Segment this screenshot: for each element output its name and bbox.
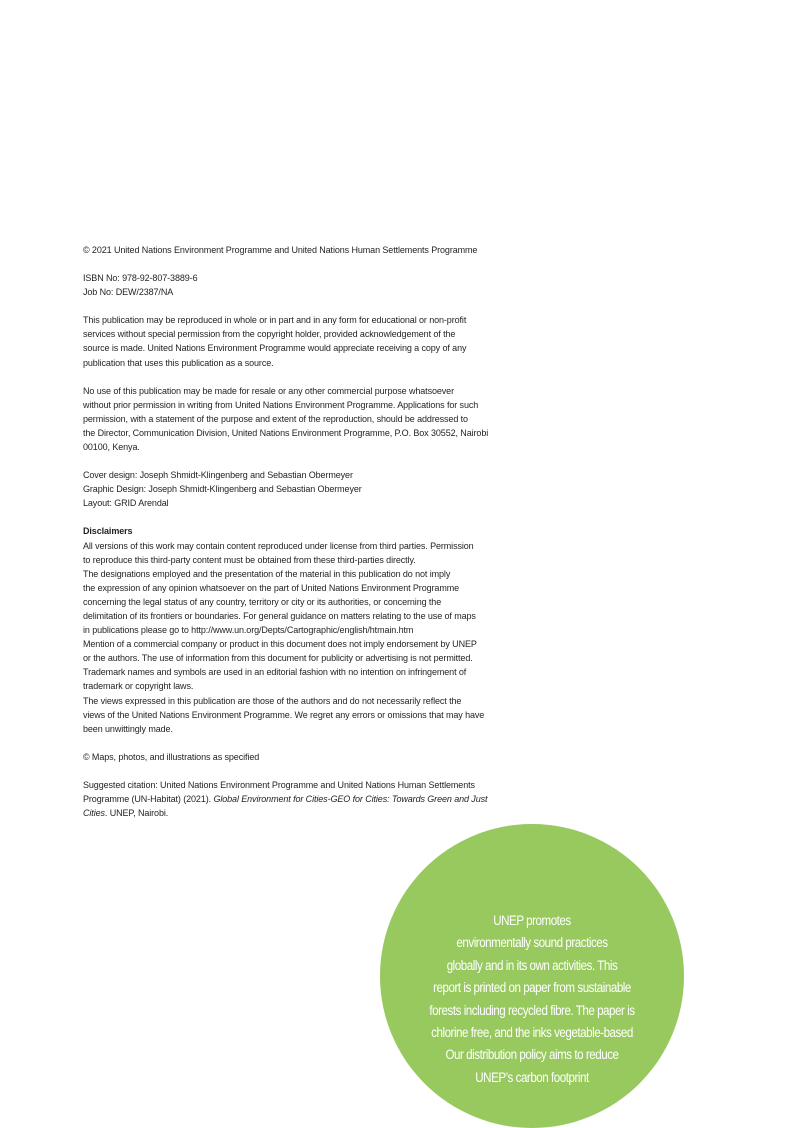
disclaimer-line: delimitation of its frontiers or boundaries. For general guidance on matters relating to the use of maps (83, 610, 476, 621)
eco-badge-line: chlorine free, and the inks vegetable-based (431, 1025, 633, 1041)
paragraph-line: without prior permission in writing from United Nations Environment Programme. Applications for such (83, 399, 479, 410)
disclaimer-line: to reproduce this third-party content must be obtained from these third-parties directly. (83, 554, 416, 565)
disclaimer-line: views of the United Nations Environment Programme. We regret any errors or omissions that may have (83, 709, 485, 720)
layout-credit: Layout: GRID Arendal (83, 498, 169, 509)
eco-badge-text (401, 910, 662, 1089)
citation-title-end: Cities (83, 808, 105, 819)
eco-badge-line: UNEP promotes (493, 913, 571, 928)
paragraph-line: the Director, Communication Division, United Nations Environment Programme, P.O. Box 30552, Nairobi (83, 427, 489, 438)
citation-line: Suggested citation: United Nations Environment Programme and United Nations Human Settlements (83, 779, 475, 790)
citation-publisher: Programme (UN-Habitat) (2021). (83, 794, 214, 804)
paragraph-line: permission, with a statement of the purpose and extent of the reproduction, should be addressed to (83, 413, 468, 424)
paragraph-line: No use of this publication may be made for resale or any other commercial purpose whatsoever (83, 385, 454, 396)
eco-badge-line: globally and in its own activities. This (446, 957, 618, 973)
cover-design-credit: Cover design: Joseph Shmidt-Klingenberg and Sebastian Obermeyer (83, 470, 353, 481)
disclaimer-line: in publications please go to http://www.un.org/Depts/Cartographic/english/htmain.htm (83, 625, 414, 636)
disclaimer-line: All versions of this work may contain content reproduced under license from third parties. Permission (83, 540, 474, 551)
citation-place: . UNEP, Nairobi. (104, 808, 169, 819)
eco-badge-line: environmentally sound practices (456, 935, 608, 951)
paragraph-line: This publication may be reproduced in whole or in part and in any form for educational or non-profit (83, 315, 467, 326)
maps-note: © Maps, photos, and illustrations as specified (83, 751, 260, 762)
disclaimer-line: The designations employed and the presentation of the material in this publication do not imply (83, 568, 451, 579)
job-number-line: Job No: DEW/2387/NA (83, 287, 174, 298)
disclaimers-heading: Disclaimers (83, 526, 133, 537)
eco-badge-line: Our distribution policy aims to reduce (445, 1047, 619, 1063)
citation-line (83, 792, 538, 806)
paragraph-line: services without special permission from the copyright holder, provided acknowledgement of the (83, 329, 456, 340)
colophon (83, 243, 538, 820)
suggested-citation (83, 778, 538, 820)
disclaimer-line: Mention of a commercial company or product in this document does not imply endorsement by UNEP (83, 639, 477, 650)
credits (83, 468, 538, 510)
eco-badge-line: report is printed on paper from sustainable (433, 980, 631, 996)
disclaimers-section (83, 524, 538, 735)
graphic-design-credit: Graphic Design: Joseph Shmidt-Klingenberg and Sebastian Obermeyer (83, 484, 362, 495)
citation-line (83, 806, 538, 820)
disclaimer-line: been unwittingly made. (83, 723, 173, 734)
eco-badge-line: UNEP’s carbon footprint (475, 1069, 589, 1085)
reproduction-paragraph (83, 313, 538, 369)
disclaimer-line: concerning the legal status of any country, territory or city or its authorities, or concerning the (83, 596, 442, 607)
disclaimer-line: Trademark names and symbols are used in an editorial fashion with no intention on infringement of (83, 667, 467, 678)
citation-title: Global Environment for Cities-GEO for Cities: Towards Green and Just (213, 794, 488, 804)
eco-badge-line: forests including recycled fibre. The paper is (429, 1002, 635, 1018)
paragraph-line: 00100, Kenya. (83, 442, 140, 453)
isbn-line: ISBN No: 978-92-807-3889-6 (83, 273, 198, 284)
disclaimer-line: or the authors. The use of information from this document for publicity or advertising is not permitted. (83, 653, 473, 664)
disclaimer-line: The views expressed in this publication are those of the authors and do not necessarily reflect the (83, 695, 462, 706)
disclaimer-line: trademark or copyright laws. (83, 681, 194, 692)
copyright-line: © 2021 United Nations Environment Programme and United Nations Human Settlements Programme (83, 245, 478, 255)
resale-paragraph (83, 384, 538, 454)
disclaimer-line: the expression of any opinion whatsoever on the part of United Nations Environment Programme (83, 582, 460, 593)
paragraph-line: source is made. United Nations Environment Programme would appreciate receiving a copy of any (83, 343, 467, 354)
paragraph-line: publication that uses this publication as a source. (83, 357, 274, 368)
